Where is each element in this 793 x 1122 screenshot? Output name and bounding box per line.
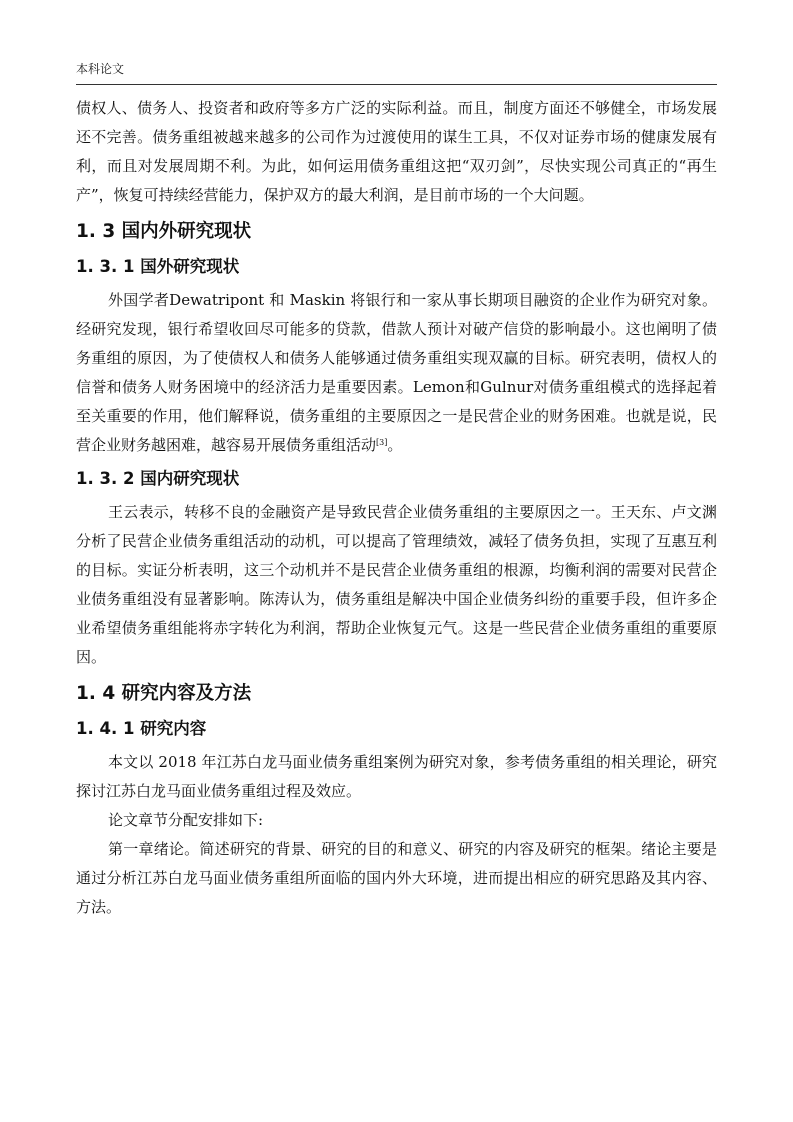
foreign-research-paragraph [76,286,717,460]
chapter-one-paragraph: 第一章绪论。简述研究的背景、研究的目的和意义、研究的内容及研究的框架。绪论主要是通过分析江苏白龙马面业债务重组所面临的国内外大环境，进而提出相应的研究思路及其内容、方法。 [76,840,717,916]
citation-marker: [3] [376,438,388,447]
foreign-research-text: 外国学者Dewatripont 和 Maskin 将银行和一家从事长期项目融资的企业作为研究对象。经研究发现，银行希望收回尽可能多的贷款，借款人预计对破产信贷的影响最小。这也阐明了债务重组的原因，为了使债权人和债务人能够通过债务重组实现双赢的目标。研究表明，债权人的信誉和债务人财务困境中的经济活力是重要因素。Lemon和Gulnur对债务重组模式的选择起着至关重要的作用，他们解释说，债务重组的主要原因之一是民营企业的财务困难。也就是说，民营企业财务越困难，越容易开展债务重组活动 [76,291,717,454]
section-heading-1-3: 1. 3 国内外研究现状 [76,221,252,242]
intro-paragraph: 债权人、债务人、投资者和政府等多方广泛的实际利益。而且，制度方面还不够健全，市场发展还不完善。债务重组被越来越多的公司作为过渡使用的谋生工具，不仅对证券市场的健康发展有利，而且对发展周期不利。为此，如何运用债务重组这把“双刃剑”，尽快实现公司真正的“再生产”，恢复可持续经营能力，保护双方的最大利润，是目前市场的一个大问题。 [76,99,717,204]
subsection-heading-1-3-2: 1. 3. 2 国内研究现状 [76,469,240,488]
subsection-heading-1-4-1: 1. 4. 1 研究内容 [76,719,207,738]
section-heading-1-4: 1. 4 研究内容及方法 [76,683,252,704]
domestic-research-paragraph: 王云表示，转移不良的金融资产是导致民营企业债务重组的主要原因之一。王天东、卢文渊分析了民营企业债务重组活动的动机，可以提高了管理绩效，减轻了债务负担，实现了互惠互利的目标。实证分析表明，这三个动机并不是民营企业债务重组的根源，均衡利润的需要对民营企业债务重组没有显著影响。陈涛认为，债务重组是解决中国企业债务纠纷的重要手段，但许多企业希望债务重组能将赤字转化为利润，帮助企业恢复元气。这是一些民营企业债务重组的重要原因。 [76,503,717,666]
header-divider [76,84,717,85]
running-header: 本科论文 [76,62,125,76]
research-content-paragraph: 本文以 2018 年江苏白龙马面业债务重组案例为研究对象，参考债务重组的相关理论，研究探讨江苏白龙马面业债务重组过程及效应。 [76,753,717,800]
subsection-heading-1-3-1: 1. 3. 1 国外研究现状 [76,257,240,276]
paragraph-terminal-punctuation: 。 [387,436,403,454]
chapter-arrangement-paragraph: 论文章节分配安排如下: [108,811,264,829]
page-body [76,94,717,922]
